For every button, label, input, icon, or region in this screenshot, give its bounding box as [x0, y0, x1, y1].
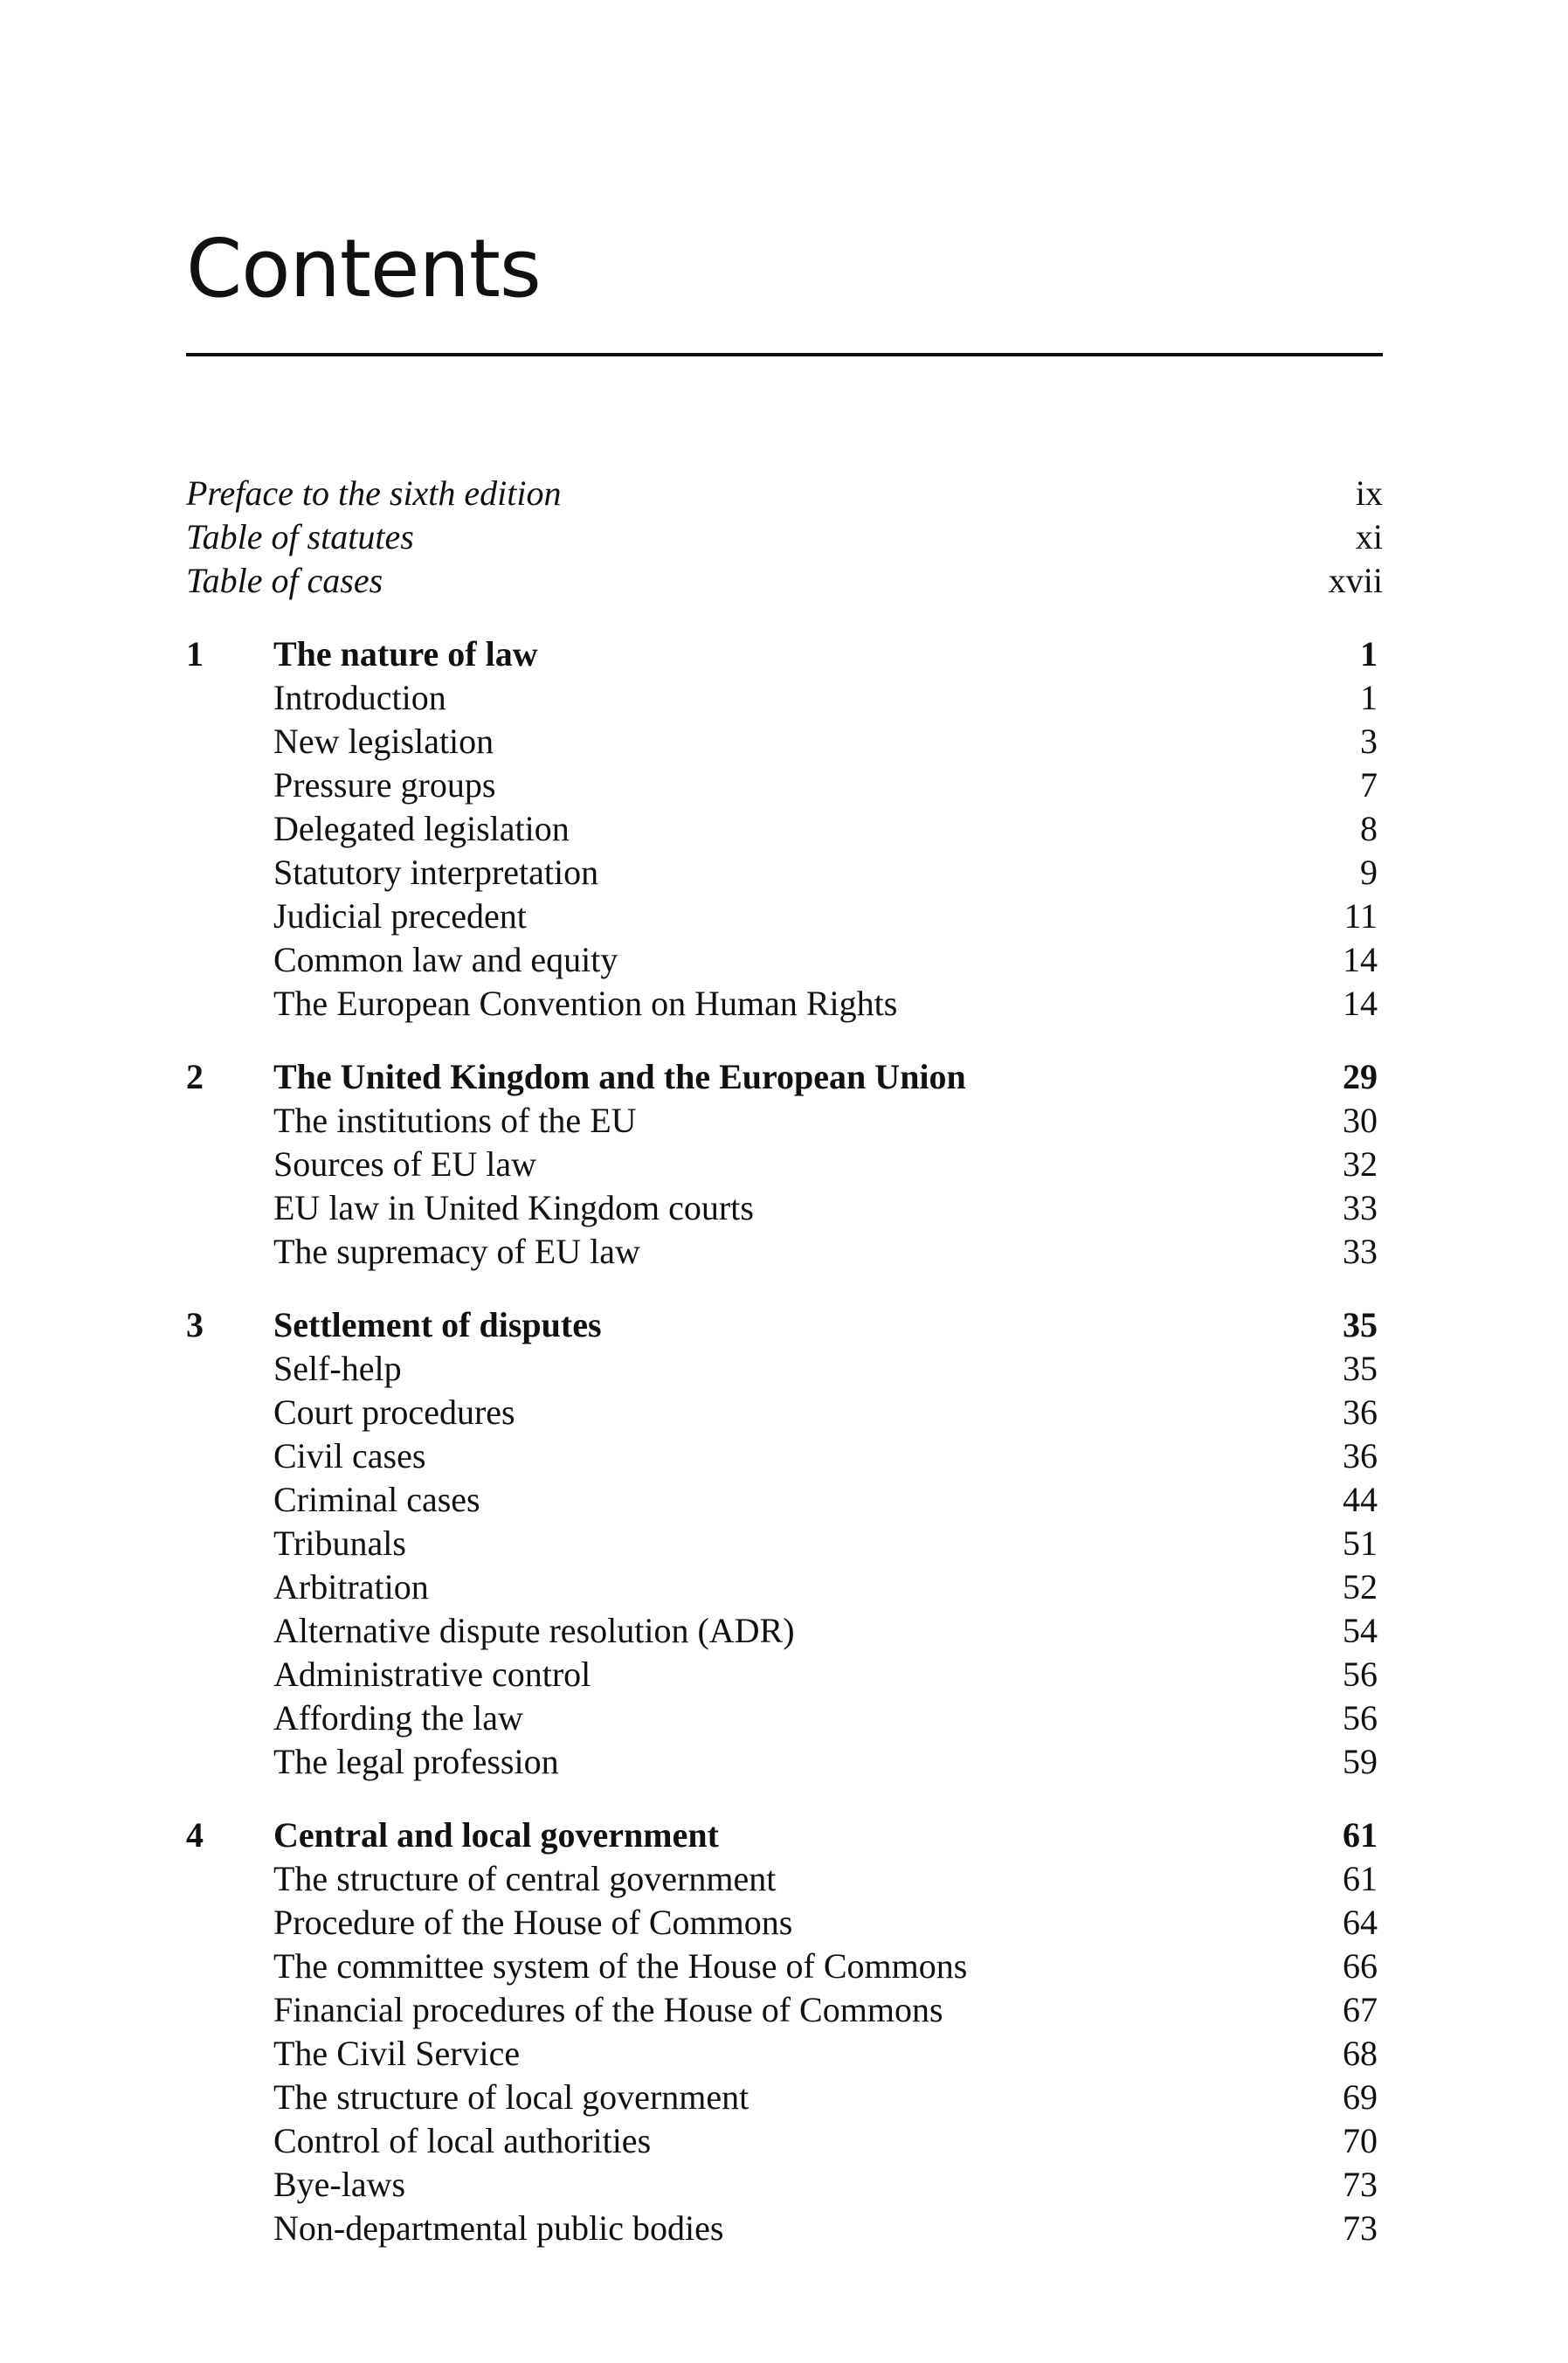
section-page: 56: [1343, 1655, 1378, 1694]
section-page: 73: [1343, 2165, 1378, 2204]
chapter-number: 1: [186, 634, 204, 674]
section-page: 1: [1360, 678, 1378, 717]
toc-section-entry[interactable]: [186, 1609, 1383, 1653]
chapter-page: 35: [1343, 1305, 1378, 1344]
section-label: Control of local authorities: [273, 2121, 652, 2160]
chapter-page: 61: [1343, 1815, 1378, 1855]
table-of-contents: [186, 472, 1383, 2250]
toc-spacer: [186, 1784, 1383, 1814]
section-page: 70: [1343, 2121, 1378, 2160]
section-label: Self-help: [273, 1349, 402, 1388]
toc-front-matter-entry[interactable]: [186, 472, 1383, 515]
toc-section-entry[interactable]: [186, 676, 1383, 720]
toc-section-entry[interactable]: [186, 1391, 1383, 1434]
section-label: Pressure groups: [273, 765, 496, 805]
section-page: 9: [1360, 853, 1378, 892]
toc-section-entry[interactable]: [186, 1522, 1383, 1565]
toc-section-entry[interactable]: [186, 1945, 1383, 1988]
section-page: 36: [1343, 1392, 1378, 1432]
section-page: 7: [1360, 765, 1378, 805]
toc-front-matter-entry[interactable]: [186, 559, 1383, 603]
chapter-title: The nature of law: [273, 634, 538, 674]
toc-section-entry[interactable]: [186, 1653, 1383, 1696]
page-title: Contents: [186, 222, 541, 315]
toc-chapter-4[interactable]: [186, 1814, 1383, 1857]
section-page: 11: [1344, 896, 1378, 936]
section-label: Financial procedures of the House of Commons: [273, 1990, 943, 2029]
toc-section-entry[interactable]: [186, 1347, 1383, 1391]
toc-section-entry[interactable]: [186, 2076, 1383, 2119]
toc-section-entry[interactable]: [186, 938, 1383, 982]
toc-chapter-2[interactable]: [186, 1055, 1383, 1099]
toc-section-entry[interactable]: [186, 851, 1383, 895]
section-page: 56: [1343, 1698, 1378, 1738]
section-page: 59: [1343, 1742, 1378, 1781]
toc-section-entry[interactable]: [186, 1565, 1383, 1609]
toc-section-entry[interactable]: [186, 807, 1383, 851]
toc-entry-label: Table of statutes: [186, 517, 414, 556]
toc-spacer: [186, 1026, 1383, 1055]
toc-spacer: [186, 1274, 1383, 1303]
section-label: Affording the law: [273, 1698, 523, 1738]
toc-section-entry[interactable]: [186, 1988, 1383, 2032]
chapter-title: Settlement of disputes: [273, 1305, 602, 1344]
section-page: 68: [1343, 2034, 1378, 2073]
toc-chapter-1[interactable]: [186, 632, 1383, 676]
chapter-number: 2: [186, 1057, 204, 1096]
toc-section-entry[interactable]: [186, 1740, 1383, 1784]
title-rule: [186, 353, 1383, 356]
chapter-number: 4: [186, 1815, 204, 1855]
section-label: Common law and equity: [273, 940, 618, 979]
section-label: Tribunals: [273, 1524, 406, 1563]
section-label: Introduction: [273, 678, 446, 717]
section-page: 54: [1343, 1611, 1378, 1650]
toc-section-entry[interactable]: [186, 895, 1383, 938]
section-label: The legal profession: [273, 1742, 559, 1781]
section-label: Civil cases: [273, 1436, 426, 1475]
section-page: 36: [1343, 1436, 1378, 1475]
contents-page: [186, 0, 1383, 2363]
section-label: Administrative control: [273, 1655, 591, 1694]
toc-chapter-3[interactable]: [186, 1303, 1383, 1347]
toc-section-entry[interactable]: [186, 1478, 1383, 1522]
section-label: The structure of local government: [273, 2077, 749, 2117]
section-label: The European Convention on Human Rights: [273, 984, 898, 1023]
section-page: 8: [1360, 809, 1378, 848]
toc-entry-page: xvii: [1328, 561, 1383, 600]
toc-section-entry[interactable]: [186, 1230, 1383, 1274]
section-label: The supremacy of EU law: [273, 1232, 640, 1271]
toc-section-entry[interactable]: [186, 982, 1383, 1026]
section-page: 32: [1343, 1144, 1378, 1184]
toc-front-matter-entry[interactable]: [186, 515, 1383, 559]
section-page: 66: [1343, 1946, 1378, 1986]
toc-entry-label: Table of cases: [186, 561, 383, 600]
toc-section-entry[interactable]: [186, 2119, 1383, 2163]
toc-section-entry[interactable]: [186, 1143, 1383, 1186]
section-label: Delegated legislation: [273, 809, 570, 848]
section-label: Non-departmental public bodies: [273, 2208, 724, 2248]
chapter-page: 29: [1343, 1057, 1378, 1096]
toc-section-entry[interactable]: [186, 2207, 1383, 2250]
section-label: Arbitration: [273, 1567, 429, 1606]
section-page: 73: [1343, 2208, 1378, 2248]
section-label: Sources of EU law: [273, 1144, 537, 1184]
toc-section-entry[interactable]: [186, 1857, 1383, 1901]
section-page: 69: [1343, 2077, 1378, 2117]
section-label: The structure of central government: [273, 1859, 777, 1898]
section-page: 64: [1343, 1903, 1378, 1942]
chapter-title: Central and local government: [273, 1815, 719, 1855]
section-page: 52: [1343, 1567, 1378, 1606]
section-label: The Civil Service: [273, 2034, 521, 2073]
toc-section-entry[interactable]: [186, 2163, 1383, 2207]
toc-entry-page: xi: [1355, 517, 1383, 556]
section-label: New legislation: [273, 722, 494, 761]
section-label: EU law in United Kingdom courts: [273, 1188, 754, 1227]
section-page: 35: [1343, 1349, 1378, 1388]
section-label: Court procedures: [273, 1392, 515, 1432]
section-page: 67: [1343, 1990, 1378, 2029]
toc-section-entry[interactable]: [186, 1186, 1383, 1230]
toc-section-entry[interactable]: [186, 1099, 1383, 1143]
toc-section-entry[interactable]: [186, 2032, 1383, 2076]
section-label: Bye-laws: [273, 2165, 406, 2204]
section-page: 3: [1360, 722, 1378, 761]
section-label: The committee system of the House of Commons: [273, 1946, 968, 1986]
section-page: 51: [1343, 1524, 1378, 1563]
toc-section-entry[interactable]: [186, 1696, 1383, 1740]
section-label: Procedure of the House of Commons: [273, 1903, 793, 1942]
toc-section-entry[interactable]: [186, 763, 1383, 807]
section-label: Statutory interpretation: [273, 853, 599, 892]
toc-entry-label: Preface to the sixth edition: [186, 473, 562, 513]
section-page: 44: [1343, 1480, 1378, 1519]
section-page: 33: [1343, 1188, 1378, 1227]
section-page: 33: [1343, 1232, 1378, 1271]
section-label: Criminal cases: [273, 1480, 480, 1519]
toc-entry-page: ix: [1355, 473, 1383, 513]
section-page: 14: [1343, 984, 1378, 1023]
toc-section-entry[interactable]: [186, 1434, 1383, 1478]
section-label: The institutions of the EU: [273, 1101, 637, 1140]
chapter-number: 3: [186, 1305, 204, 1344]
chapter-page: 1: [1360, 634, 1378, 674]
section-label: Judicial precedent: [273, 896, 527, 936]
section-label: Alternative dispute resolution (ADR): [273, 1611, 795, 1650]
section-page: 61: [1343, 1859, 1378, 1898]
toc-section-entry[interactable]: [186, 720, 1383, 763]
section-page: 30: [1343, 1101, 1378, 1140]
toc-spacer: [186, 603, 1383, 632]
section-page: 14: [1343, 940, 1378, 979]
chapter-title: The United Kingdom and the European Union: [273, 1057, 966, 1096]
toc-section-entry[interactable]: [186, 1901, 1383, 1945]
